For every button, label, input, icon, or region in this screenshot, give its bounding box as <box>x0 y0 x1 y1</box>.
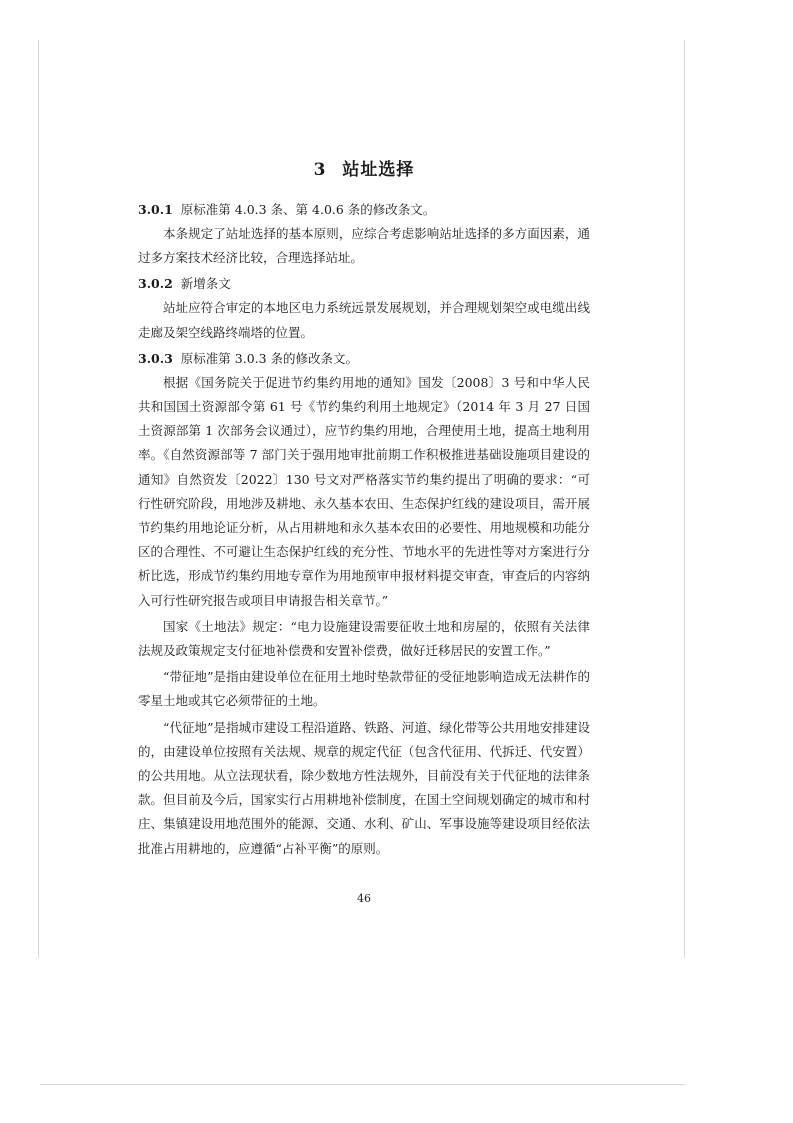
body-paragraph: “带征地”是指由建设单位在征用土地时垫款带征的受征地影响造成无法耕作的零星土地或其它必须带征的土地。 <box>138 669 590 709</box>
clause-heading-text: 原标准第 4.0.3 条、第 4.0.6 条的修改条文。 <box>180 202 436 217</box>
chapter-title <box>138 158 590 182</box>
clause-heading-text: 原标准第 3.0.3 条的修改条文。 <box>180 350 359 366</box>
body-paragraph: 站址应符合审定的本地区电力系统远景发展规划，并合理规划架空或电缆出线走廊及架空线路终端塔的位置。 <box>138 300 590 340</box>
page-number: 46 <box>357 892 371 905</box>
clause-heading <box>138 198 590 222</box>
page-left-edge <box>38 40 39 958</box>
chapter-number: 3 <box>313 160 327 180</box>
clause-heading <box>138 347 590 371</box>
chapter-title-text: 站址选择 <box>342 160 415 180</box>
body-paragraph: 根据《国务院关于促进节约集约用地的通知》国发〔2008〕3 号和中华人民共和国国土资源部令第 61 号《节约集约利用土地规定》（2014 年 3 月 27 日国土资源部第 1 次部务会议通过），应节约集约用地，合理使用土地，提高土地利用率。《自然资源部等 7 部门关于强用地审批前期工作积极推进基础设施项目建设的通知》自然资发〔2022〕130 号文对严格落实节约集约提出了明确的要求：“可行性研究阶段，用地涉及耕地、永久基本农田、生态保护红线的建设项目，需开展节约集约用地论证分析，从占用耕地和永久基本农田的必要性、用地规模和功能分区的合理性、不可避让生态保护红线的充分性、节地水平的先进性等对方案进行分析比选，形成节约集约用地专章作为用地预审申报材料提交审查，审查后的内容纳入可行性研究报告或项目申请报告相关章节。” <box>138 374 590 608</box>
body-paragraph: 本条规定了站址选择的基本原则，应综合考虑影响站址选择的多方面因素，通过多方案技术经济比较，合理选择站址。 <box>138 226 590 266</box>
clause-number: 3.0.3 <box>138 350 173 366</box>
page-bottom-edge <box>40 1084 685 1085</box>
clause-number: 3.0.1 <box>138 202 173 217</box>
clause-heading-text: 新增条文 <box>180 276 231 292</box>
body-paragraph: 国家《土地法》规定：“电力设施建设需要征收土地和房屋的，依照有关法律法规及政策规定支付征地补偿费和安置补偿费，做好迁移居民的安置工作。” <box>138 618 590 659</box>
body-paragraph: “代征地”是指城市建设工程沿道路、铁路、河道、绿化带等公共用地安排建设的，由建设单位按照有关法规、规章的规定代征（包含代征用、代拆迁、代安置）的公共用地。从立法现状看，除少数地方性法规外，目前没有关于代征地的法律条款。但目前及今后，国家实行占用耕地补偿制度，在国土空间规划确定的城市和村庄、集镇建设用地范围外的能源、交通、水利、矿山、军事设施等建设项目经依法批准占用耕地的，应遵循“占补平衡”的原则。 <box>138 719 590 856</box>
page-right-edge <box>684 40 685 958</box>
document-page <box>138 158 590 905</box>
clause-number: 3.0.2 <box>138 276 173 292</box>
clause-heading <box>138 272 590 296</box>
